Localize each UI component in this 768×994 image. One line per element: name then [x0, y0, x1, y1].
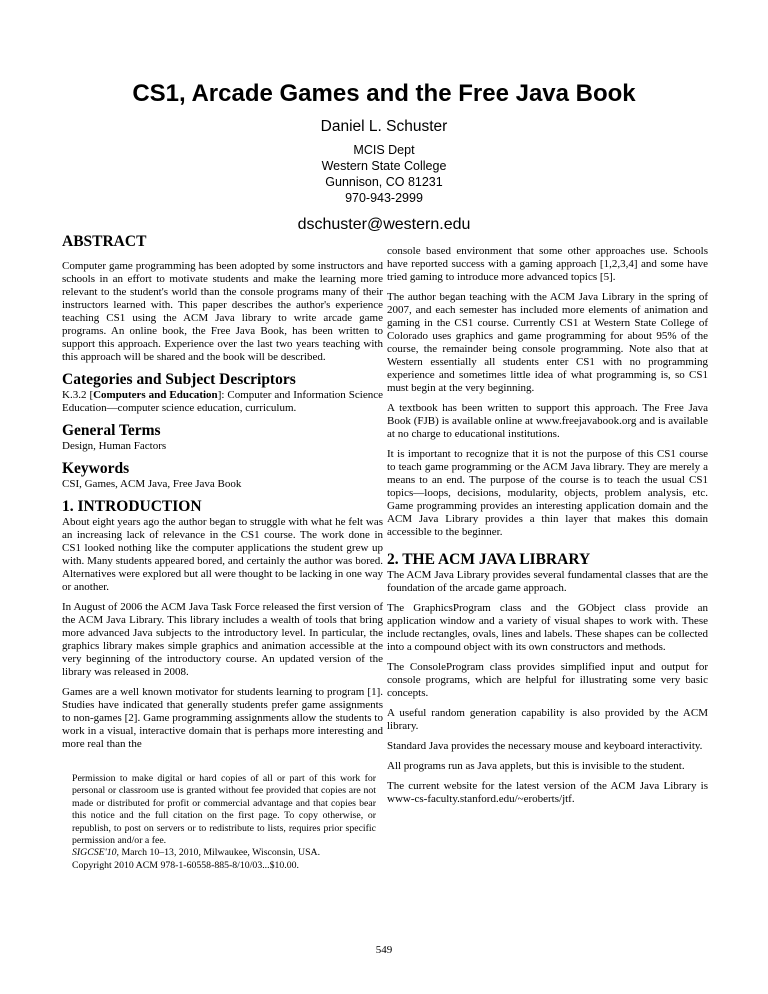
abstract-heading: ABSTRACT	[62, 233, 147, 250]
affiliation-line: MCIS Dept	[353, 143, 415, 157]
acm-para: The ACM Java Library provides several fundamental classes that are the foundation of the arcade game approach.	[387, 569, 708, 594]
author-email: dschuster@western.edu	[297, 216, 471, 233]
right-column	[387, 245, 708, 806]
intro-para: console based environment that some other approaches use. Schools have reported success with a gaming approach [1,2,3,4] and some have tried gaming to introduce more advanced topics [5].	[387, 245, 708, 283]
category-name: Computers and Education	[93, 389, 218, 401]
category-rest: ]: Computer and Information Science Education—computer science education, curriculum.	[62, 389, 384, 414]
affiliation-line: Western State College	[321, 159, 447, 173]
intro-para: Games are a well known motivator for students learning to program [1]. Studies have indicated that generally students prefer game assignments to non-games [2]. Game programming assignments allow the students to work in a visual, interactive domain that is perhaps more interesting and more real than the	[62, 686, 383, 750]
abstract-text: Computer game programming has been adopted by some instructors and schools in an effort to motivate students and make the learning more relevant to the student's world than the console programs many of their instructors learned with. This paper describes the author's experience teaching CS1 using the ACM Java library to write arcade game programs. An online book, the Free Java Book, has been written to support this approach. Experience over the last two years teaching with this approach will be shared and the book will be described.	[62, 260, 383, 363]
general-terms-heading: General Terms	[62, 422, 161, 439]
acm-para: The GraphicsProgram class and the GObject class provide an application window and a variety of visual shapes to work with. These include rectangles, ovals, lines and labels. These shapes can be collected into a compound object with its own constructors and methods.	[387, 602, 708, 653]
intro-para: A textbook has been written to support this approach. The Free Java Book (FJB) is available online at www.freejavabook.org and is available at no charge to educational institutions.	[387, 402, 708, 440]
acm-para: The current website for the latest version of the ACM Java Library is www-cs-faculty.stanford.edu/~eroberts/jtf.	[387, 780, 708, 805]
acm-para: All programs run as Java applets, but this is invisible to the student.	[387, 760, 685, 772]
categories-heading: Categories and Subject Descriptors	[62, 371, 296, 388]
venue: SIGCSE'10	[72, 847, 117, 859]
page-number: 549	[375, 944, 393, 956]
affiliation-line: 970-943-2999	[345, 191, 423, 205]
intro-heading: 1. INTRODUCTION	[62, 498, 202, 515]
permission-block	[72, 773, 376, 872]
keywords-heading: Keywords	[62, 460, 130, 477]
general-terms-text: Design, Human Factors	[62, 440, 167, 452]
intro-para: The author began teaching with the ACM Java Library in the spring of 2007, and each semester has included more elements of animation and gaming in the CS1 course. Currently CS1 at Western State College of Colorado uses graphics and game programming for about 95% of the course, the remainder being console programming. Note also that at Western essentially all students enter CS1 with no programming experience and sometimes little idea of what programming is, so CS1 must begin at the very beginning.	[387, 291, 708, 394]
copyright: Copyright 2010 ACM 978-1-60558-885-8/10/03...$10.00.	[72, 859, 299, 871]
keywords-text: CSI, Games, ACM Java, Free Java Book	[62, 478, 242, 490]
left-column	[62, 233, 383, 872]
acm-para: Standard Java provides the necessary mouse and keyboard interactivity.	[387, 740, 703, 752]
categories-text	[62, 389, 383, 415]
acm-heading: 2. THE ACM JAVA LIBRARY	[387, 551, 591, 568]
author-name: Daniel L. Schuster	[320, 118, 448, 135]
paper-title: CS1, Arcade Games and the Free Java Book	[132, 80, 636, 107]
acm-para: A useful random generation capability is also provided by the ACM library.	[387, 707, 708, 732]
intro-para: It is important to recognize that it is not the purpose of this CS1 course to teach game programming or the ACM Java library. They are merely a means to an end. The purpose of the course is to teach the usual CS1 topics—loops, decisions, modularity, objects, problem analysis, etc. Game programming provides an interesting application domain and the ACM Java Library provides a thin layer that makes this domain accessible to the beginner.	[387, 448, 708, 538]
intro-para: In August of 2006 the ACM Java Task Force released the first version of the ACM Java Library. This library includes a wealth of tools that bring more advanced Java subjects to the introductory level. In particular, the graphics library makes simple graphics and animation accessible at the very beginning of the introductory course. An updated version of the library was released in 2008.	[62, 601, 383, 678]
category-code: K.3.2 [	[62, 389, 94, 401]
intro-para: About eight years ago the author began to struggle with what he felt was an increasing lack of relevance in the CS1 course. The work done in CS1 looked nothing like the computer applications the student grew up with. Many students appeared bored, and certainly the author was bored. Alternatives were explored but all were thought to be lacking in one way or another.	[62, 516, 383, 593]
affiliation-line: Gunnison, CO 81231	[325, 175, 443, 189]
venue-details: , March 10–13, 2010, Milwaukee, Wisconsin, USA.	[116, 847, 321, 859]
permission-text: Permission to make digital or hard copies of all or part of this work for personal or classroom use is granted without fee provided that copies are not made or distributed for profit or commercial advantage and that copies bear this notice and the full citation on the first page. To copy otherwise, or republish, to post on servers or to redistribute to lists, requires prior specific permission and/or a fee.	[72, 773, 376, 847]
acm-para: The ConsoleProgram class provides simplified input and output for console programs, which are helpful for illustrating some very basic concepts.	[387, 661, 708, 699]
